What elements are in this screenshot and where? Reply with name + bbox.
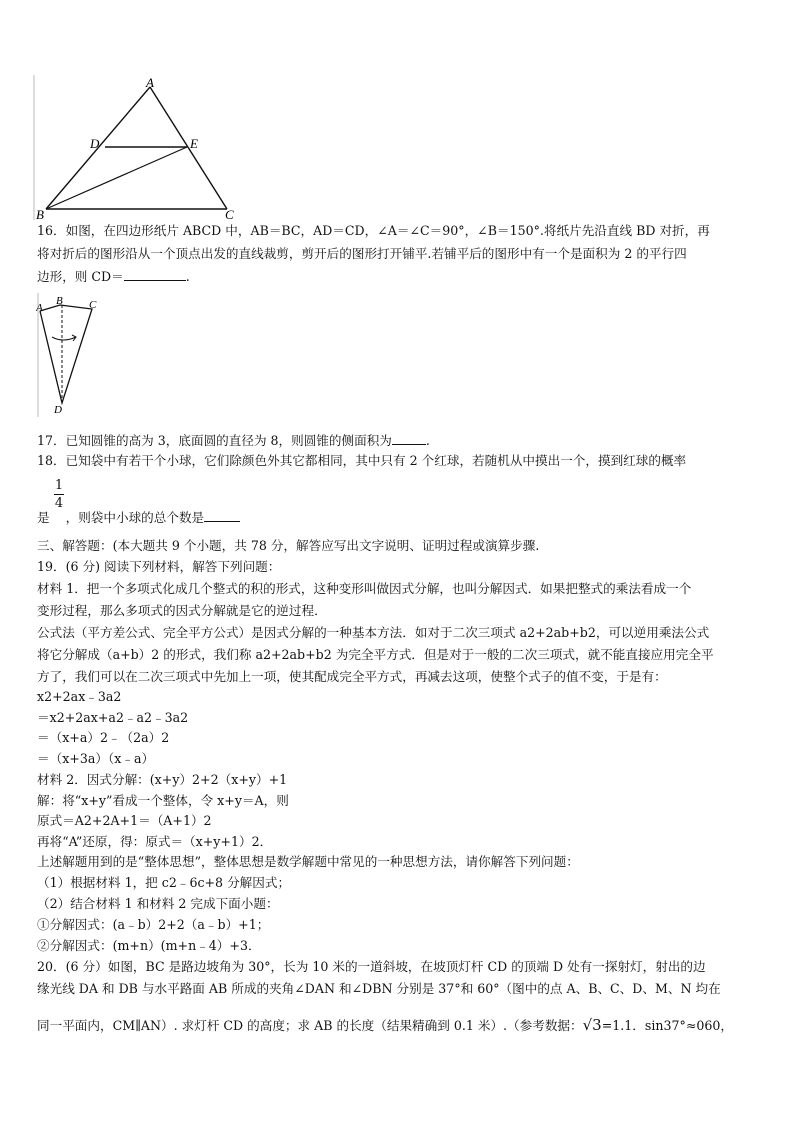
q16-line-3-end: . [185, 269, 190, 284]
q19-line: 公式法（平方差公式、完全平方公式）是因式分解的一种基本方法．如对于二次三项式 a2+2ab+b2，可以逆用乘法公式 [37, 625, 710, 640]
q19-line: ①分解因式：(a﹣b）2+2（a﹣b）+1； [37, 917, 270, 932]
q18-answer-blank[interactable] [204, 509, 240, 522]
q16-answer-blank[interactable] [124, 268, 186, 281]
q19-line: ＝（x+3a）（x﹣a） [37, 751, 155, 766]
fold-label-A: A [36, 302, 43, 314]
section-3-heading: 三、解答题：(本大题共 9 个小题，共 78 分，解答应写出文字说明、证明过程或演算步骤. [37, 538, 540, 553]
q19-line: 材料 1．把一个多项式化成几个整式的积的形式，这种变形叫做因式分解，也叫分解因式．如果把整式的乘法看成一个 [37, 581, 692, 596]
q19-line: 材料 2．因式分解：(x+y）2+2（x+y）+1 [37, 772, 288, 787]
label-A: A [146, 75, 154, 90]
q16-line-1: 16．如图，在四边形纸片 ABCD 中，AB＝BC，AD＝CD，∠A＝∠C＝90°，∠B＝150°.将纸片先沿直线 BD 对折，再 [37, 223, 710, 238]
q19-line: 再将“A”还原，得：原式＝（x+y+1）2． [37, 834, 273, 849]
q19-line: 上述解题用到的是“整体思想”，整体思想是数学解题中常见的一种思想方法，请你解答下列问题： [37, 854, 579, 869]
label-D: D [90, 136, 100, 151]
q18-fraction [52, 478, 66, 511]
q16-line-3-text: 边形，则 CD＝ [37, 269, 124, 284]
q19-line: （1）根据材料 1，把 c2﹣6c+8 分解因式； [37, 875, 291, 890]
q19-line: ②分解因式：(m+n）(m+n﹣4）+3． [37, 938, 261, 953]
q18-fraction-bar [54, 494, 64, 495]
q19-line: ＝（x+a）2﹣（2a）2 [37, 730, 170, 745]
q19-line: ＝x2+2ax+a2﹣a2﹣3a2 [37, 710, 189, 725]
sqrt-symbol: √3 [582, 1016, 602, 1034]
q17-line [37, 432, 430, 450]
label-C: C [225, 207, 234, 220]
q20-line-3-text: 同一平面内，CM∥AN）. 求灯杆 CD 的高度；求 AB 的长度（结果精确到 0.1 米）.（参考数据： [37, 1018, 583, 1033]
fold-diagram [36, 293, 104, 417]
q19-line: 19．(6 分) 阅读下列材料，解答下列问题： [37, 559, 281, 574]
q18-line-2 [37, 509, 240, 527]
q19-line: 原式＝A2+2A+1＝（A+1）2 [37, 813, 212, 828]
q19-line: 解：将“x+y”看成一个整体，令 x+y＝A，则 [37, 793, 289, 808]
q20-line-3-end: =1.1．sin37°≈060， [601, 1018, 733, 1033]
q19-line: 方了，我们可以在二次三项式中先加上一项，使其配成完全平方式，再减去这项，使整个式子的值不变，于是有： [37, 669, 667, 684]
q17-answer-blank[interactable] [392, 432, 426, 445]
q19-line: （2）结合材料 1 和材料 2 完成下面小题： [37, 896, 279, 911]
q18-fraction-numerator: 1 [54, 478, 64, 493]
q17-text: 17．已知圆锥的高为 3，底面圆的直径为 8，则圆锥的侧面积为 [37, 433, 392, 448]
fold-label-D: D [54, 404, 62, 416]
figure-folded-quadrilateral [36, 293, 104, 417]
q19-line: 将它分解成（a+b）2 的形式，我们称 a2+2ab+b2 为完全平方式．但是对于一般的二次三项式，就不能直接应用完全平 [37, 647, 714, 662]
triangle-diagram [30, 75, 245, 220]
q20-line-3 [37, 1016, 733, 1035]
label-B: B [36, 207, 44, 220]
fold-label-B: B [56, 295, 63, 307]
q16-line-3 [37, 268, 190, 286]
fold-label-C: C [89, 299, 97, 311]
q18-fraction-denominator: 4 [54, 496, 64, 511]
label-E: E [190, 136, 198, 151]
q16-line-2: 将对折后的图形沿从一个顶点出发的直线裁剪，剪开后的图形打开铺平.若铺平后的图形中有一个是面积为 2 的平行四 [37, 246, 687, 261]
figure-triangle-abc [30, 75, 245, 220]
q20-line-2: 缘光线 DA 和 DB 与水平路面 AB 所成的夹角∠DAN 和∠DBN 分别是 37°和 60°（图中的点 A、B、C、D、M、N 均在 [37, 981, 721, 996]
q18-line-2-start: 是 [37, 510, 50, 525]
q19-line: 变形过程，那么多项式的因式分解就是它的逆过程． [37, 603, 327, 618]
sqrt-radicand: 3 [592, 1016, 602, 1034]
q20-line-1: 20．(6 分）如图，BC 是路边坡角为 30°，长为 10 米的一道斜坡，在坡顶灯杆 CD 的顶端 D 处有一探射灯，射出的边 [37, 959, 706, 974]
q18-line-2-text: ，则袋中小球的总个数是 [65, 510, 205, 525]
q19-line: x2+2ax﹣3a2 [37, 689, 122, 704]
q18-line-1: 18．已知袋中有若干个小球，它们除颜色外其它都相同，其中只有 2 个红球，若随机从中摸出一个，摸到红球的概率 [37, 453, 687, 468]
q17-end: . [425, 433, 430, 448]
